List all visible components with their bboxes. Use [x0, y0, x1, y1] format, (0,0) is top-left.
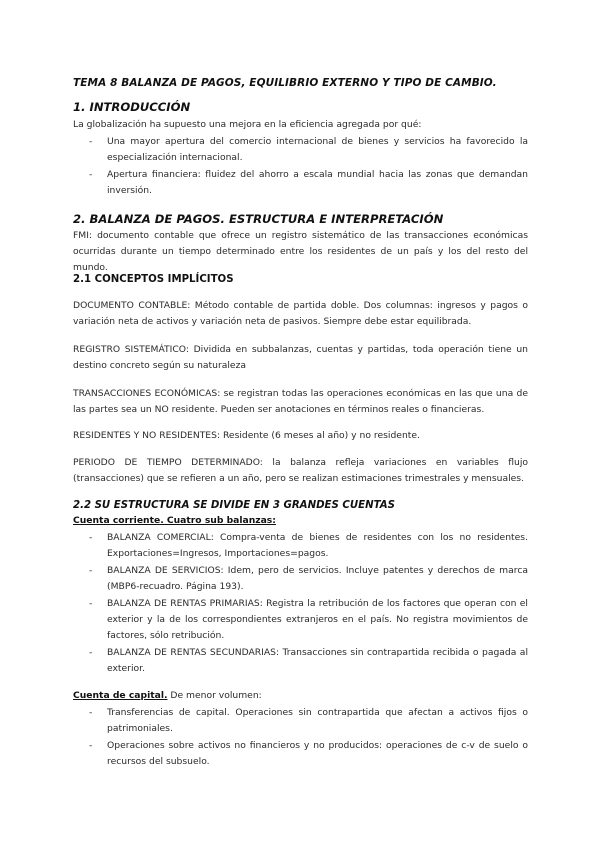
dash-marker: -: [89, 598, 93, 609]
section-1-heading: 1. INTRODUCCIÓN: [73, 100, 191, 114]
residentes-paragraph: RESIDENTES Y NO RESIDENTES: Residente (6 meses al año) y no residente.: [73, 430, 420, 441]
list-item: - Apertura financiera: fluidez del ahorro a escala mundial hacia las zonas que demandan inversión.: [89, 169, 528, 196]
cuenta-capital-note: De menor volumen:: [167, 690, 262, 701]
dash-marker: -: [89, 565, 93, 576]
cuenta-capital-title: Cuenta de capital.: [73, 690, 168, 701]
dash-marker: -: [89, 169, 93, 180]
cuenta-capital-label: [73, 688, 528, 704]
dash-marker: -: [89, 740, 93, 751]
dash-marker: -: [89, 532, 93, 543]
list-item: - Transferencias de capital. Operaciones sin contrapartida que afectan a activos fijos o patrimoniales.: [89, 707, 528, 734]
transacciones-paragraph: TRANSACCIONES ECONÓMICAS: se registran todas las operaciones económicas en las que una de las partes sea un NO residente. Pueden ser anotaciones en términos reales o financieras.: [73, 388, 528, 415]
periodo-paragraph: PERIODO DE TIEMPO DETERMINADO: la balanza refleja variaciones en variables flujo (transacciones) que se refieren a un año, pero se realizan estimaciones trimestrales y mensuales.: [73, 457, 528, 484]
document-title: TEMA 8 BALANZA DE PAGOS, EQUILIBRIO EXTERNO Y TIPO DE CAMBIO.: [73, 77, 497, 89]
cuenta-capital-bullets: [73, 705, 528, 771]
section-2-2-heading: 2.2 SU ESTRUCTURA SE DIVIDE EN 3 GRANDES CUENTAS: [73, 500, 396, 511]
cuenta-corriente-title: Cuenta corriente. Cuatro sub balanzas:: [73, 515, 276, 526]
registro-sistematico-paragraph: REGISTRO SISTEMÁTICO: Dividida en subbalanzas, cuentas y partidas, toda operación tiene un destino concreto según su naturaleza: [73, 344, 528, 371]
cuenta-corriente-bullets: [73, 530, 528, 678]
list-item: - Operaciones sobre activos no financieros y no producidos: operaciones de c-v de suelo o recursos del subsuelo.: [89, 740, 528, 767]
list-item: - Una mayor apertura del comercio internacional de bienes y servicios ha favorecido la especialización internacional.: [89, 136, 528, 163]
list-item: - BALANZA DE RENTAS SECUNDARIAS: Transacciones sin contrapartida recibida o pagada al exterior.: [89, 647, 528, 674]
dash-marker: -: [89, 136, 93, 147]
section-1-intro: La globalización ha supuesto una mejora en la eficiencia agregada por qué:: [73, 119, 422, 130]
dash-marker: -: [89, 707, 93, 718]
fmi-definition: FMI: documento contable que ofrece un registro sistemático de las transacciones económicas ocurridas durante un tiempo determinado entre los residentes de un país y los del resto del mundo.: [73, 230, 528, 273]
cuenta-corriente-label: [73, 513, 528, 529]
list-item: - BALANZA DE SERVICIOS: Idem, pero de servicios. Incluye patentes y derechos de marca (MBP6-recuadro. Página 193).: [89, 565, 528, 592]
section-2-heading: 2. BALANZA DE PAGOS. ESTRUCTURA E INTERPRETACIÓN: [73, 212, 444, 226]
list-item: - BALANZA COMERCIAL: Compra-venta de bienes de residentes con los no residentes. Exportaciones=Ingresos, Importaciones=pagos.: [89, 532, 528, 559]
list-item: - BALANZA DE RENTAS PRIMARIAS: Registra la retribución de los factores que operan con el exterior y la de los correspondientes extranjeros en el país. No registra movimientos de factores, sólo retribución.: [89, 598, 528, 641]
documento-contable-paragraph: DOCUMENTO CONTABLE: Método contable de partida doble. Dos columnas: ingresos y pagos o variación neta de activos y variación neta de pasivos. Siempre debe estar equilibrada.: [73, 300, 528, 327]
section-2-1-heading: 2.1 CONCEPTOS IMPLÍCITOS: [73, 274, 234, 285]
section-1-bullets: [73, 134, 528, 200]
dash-marker: -: [89, 647, 93, 658]
